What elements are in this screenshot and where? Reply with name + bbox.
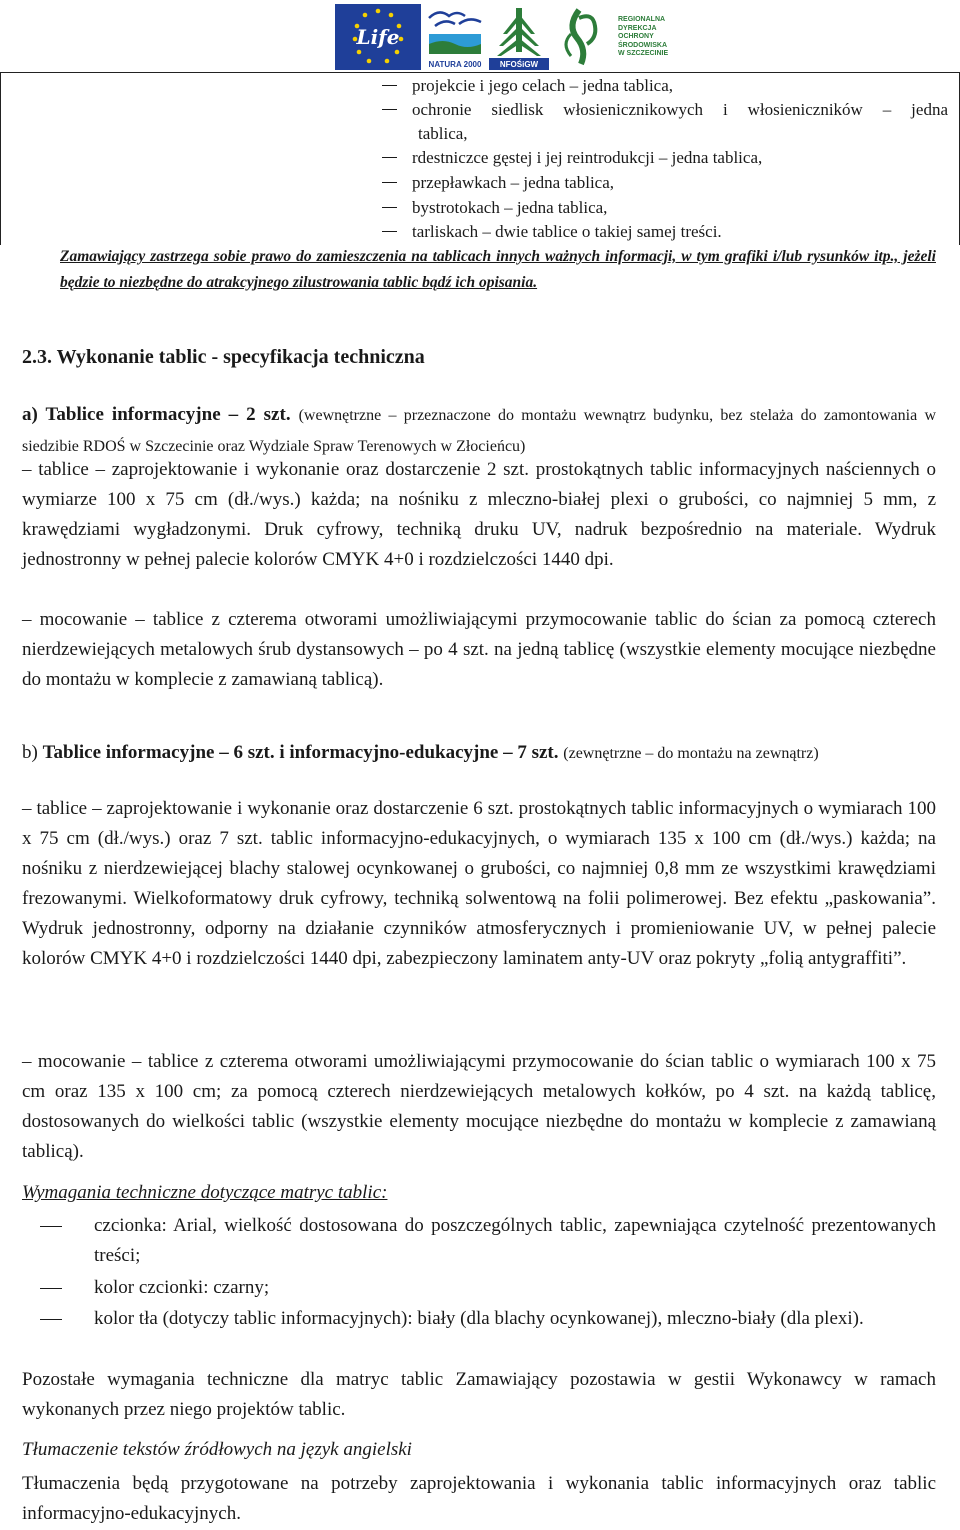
rdos-logo-text: REGIONALNA DYREKCJA OCHRONY ŚRODOWISKA W SZCZECINIE (618, 16, 669, 57)
list-item: rdestniczce gęstej i jej reintrodukcji – jedna tablica, (382, 146, 762, 169)
list-item: kolor czcionki: czarny; (94, 1277, 270, 1298)
list-item: kolor tła (dotyczy tablic informacyjnych): biały (dla blachy ocynkowanej), mleczno-biały (dla plexi). (94, 1308, 864, 1329)
life-logo-icon (335, 4, 421, 70)
list-item: tarliskach – dwie tablice o takiej samej treści. (382, 220, 722, 243)
section-a-paragraph-mounting: – mocowanie – tablice z czterema otworami umożliwiającymi przymocowanie tablic do ścian za pomocą czterech nierdzewiejących metalowych śrub dystansowych – po 4 szt. na jedną tablicę (wszystkie elementy mocujące niezbędne do montażu w komplecie z zamawianą tablicą). (22, 609, 936, 690)
requirements-closing: Pozostałe wymagania techniczne dla matryc tablic Zamawiający pozostawia w gestii Wykonawcy w ramach wykonanych przez niego projektów tablic. (22, 1369, 936, 1420)
svg-text:Life: Life (356, 25, 400, 49)
section-b-paragraph-boards: – tablice – zaprojektowanie i wykonanie oraz dostarczenie 6 szt. prostokątnych tablic informacyjnych o wymiarach 100 x 75 cm (dł./wys.) oraz 7 szt. tablic informacyjno-edukacyjnych, o wymiarach 135 x 100 cm (dł./wys.) każda; na nośniku z nierdzewiejącej blachy stalowej ocynkowanej o grubości, co najmniej 0,8 mm ze wszystkimi krawędziami frezowanymi. Wielkoformatowy druk cyfrowy, techniką solwentową na folii polimerowej. Bez efektu „paskowania”. Wydruk jednostronny, odporny na działanie czynników atmosferycznych i promieniowanie UV, w pełnej palecie kolorów CMYK 4+0 i rozdzielczości 1440 dpi, zabezpieczony laminatem anty-UV oraz pokryty „folią antygraffiti”. (22, 798, 936, 969)
translation-text: Tłumaczenia będą przygotowane na potrzeby zaprojektowania i wykonania tablic informacyjnych oraz tablic informacyjno-edukacyjnych. (22, 1473, 936, 1524)
svg-text:NFOŚiGW: NFOŚiGW (499, 60, 539, 69)
nfosigw-logo-icon (489, 4, 549, 70)
list-item: projekcie i jego celach – jedna tablica, (382, 74, 673, 97)
section-b-heading: b) Tablice informacyjne – 6 szt. i informacyjno-edukacyjne – 7 szt. (zewnętrzne – do montażu na zewnątrz) (22, 742, 819, 763)
svg-text:NATURA 2000: NATURA 2000 (428, 60, 482, 69)
section-a-heading: a) Tablice informacyjne – 2 szt. (wewnętrzne – przeznaczone do montażu wewnątrz budynku, bez stelaża do zamontowania w siedzibie RDOŚ w Szczecinie oraz Wydziale Spraw Terenowych w Złocieńcu) (22, 404, 937, 455)
list-item: przepławkach – jedna tablica, (382, 171, 614, 194)
requirements-heading: Wymagania techniczne dotyczące matryc tablic: (22, 1182, 388, 1203)
reservation-note: Zamawiający zastrzega sobie prawo do zamieszczenia na tablicach innych ważnych informacji, w tym grafiki i/lub rysunków itp., jeżeli będzie to niezbędne do atrakcyjnego zilustrowania tablic bądź ich opisania. (60, 248, 936, 291)
translation-heading: Tłumaczenie tekstów źródłowych na język angielski (22, 1439, 412, 1460)
section-a-paragraph-boards: – tablice – zaprojektowanie i wykonanie oraz dostarczenie 2 szt. prostokątnych tablic informacyjnych naściennych o wymiarze 100 x 75 cm (dł./wys.) każda; na nośniku z mleczno-białej plexi o grubości, co najmniej 5 mm, z krawędziami wygładzonymi. Druk cyfrowy, techniką druku UV, nadruk bezpośrednio na materiale. Wydruk jednostronny w pełnej palecie kolorów CMYK 4+0 i rozdzielczości 1440 dpi. (22, 459, 936, 570)
list-item: bystrotokach – jedna tablica, (382, 196, 607, 219)
list-item: czcionka: Arial, wielkość dostosowana do poszczególnych tablic, zapewniająca czytelność prezentowanych treści; (94, 1215, 936, 1266)
section-b-paragraph-mounting: – mocowanie – tablice z czterema otworami umożliwiającymi przymocowanie do ścian tablic o wymiarach 100 x 75 cm oraz 135 x 100 cm; za pomocą czterech nierdzewiejących metalowych kołków, po 4 szt. na każdą tablicę, dostosowanych do wielkości tablic (wszystkie elementy mocujące niezbędne do montażu w komplecie z zamawianą tablicą). (22, 1051, 936, 1162)
section-title: 2.3. Wykonanie tablic - specyfikacja techniczna (22, 346, 425, 368)
natura-2000-logo-icon (425, 4, 485, 70)
list-item: ochronie siedlisk włosienicznikowych i włosieniczników – jedna (382, 98, 948, 121)
list-item-continuation: tablica, (418, 124, 468, 143)
